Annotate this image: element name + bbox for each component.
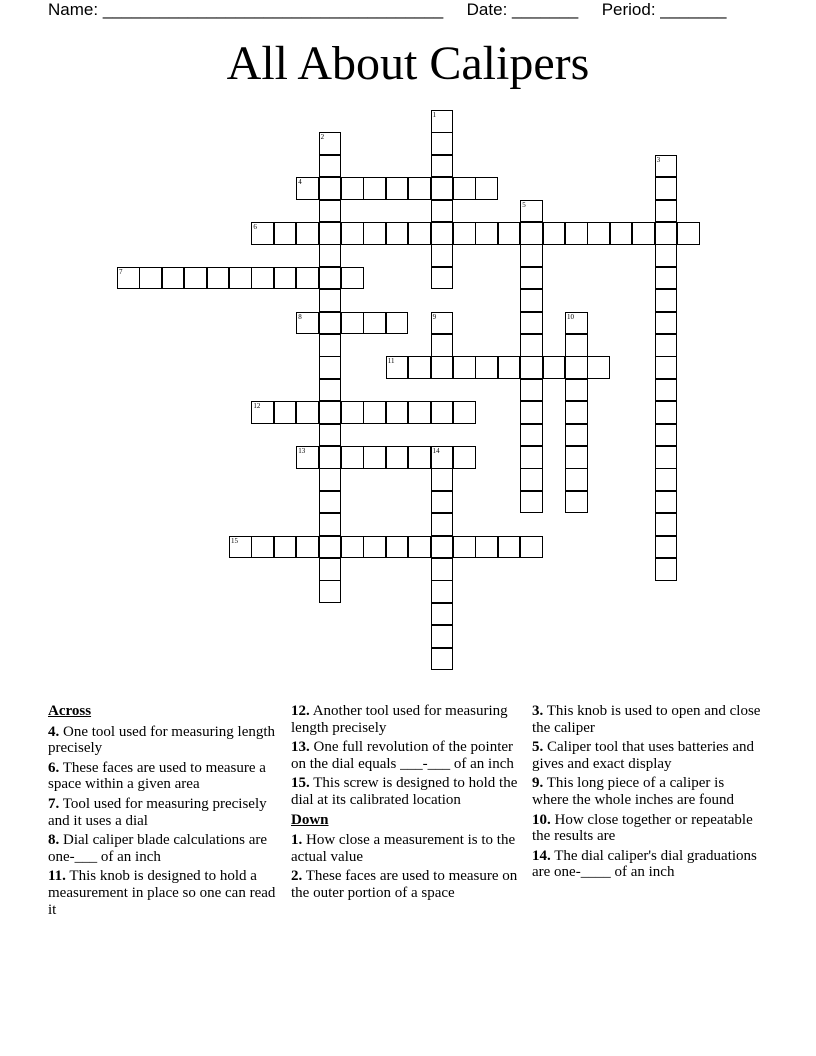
crossword-cell[interactable]: [565, 446, 588, 469]
crossword-cell[interactable]: [655, 312, 678, 335]
crossword-cell[interactable]: [296, 312, 319, 335]
crossword-cell[interactable]: [386, 177, 409, 200]
crossword-cell[interactable]: [319, 222, 342, 245]
crossword-cell[interactable]: [408, 446, 431, 469]
crossword-cell[interactable]: [565, 222, 588, 245]
clue-across-15: 15. This screw is designed to hold the dial at its calibrated location: [291, 775, 518, 808]
crossword-cell[interactable]: [319, 132, 342, 155]
crossword-cell[interactable]: [386, 312, 409, 335]
crossword-cell[interactable]: [431, 132, 454, 155]
crossword-cell[interactable]: [274, 536, 297, 559]
crossword-cell[interactable]: [408, 222, 431, 245]
crossword-cell[interactable]: [386, 536, 409, 559]
crossword-cell[interactable]: [341, 401, 364, 424]
clue-across-7: 7. Tool used for measuring precisely and it uses a dial: [48, 795, 267, 829]
crossword-cell[interactable]: [319, 468, 342, 491]
crossword-cell[interactable]: [319, 267, 342, 290]
crossword-cell[interactable]: [341, 222, 364, 245]
crossword-cell[interactable]: [655, 424, 678, 447]
crossword-cell[interactable]: [655, 401, 678, 424]
crossword-cell[interactable]: [386, 356, 409, 379]
clue-number: 9: [432, 312, 437, 321]
date-line[interactable]: _______: [512, 0, 579, 19]
crossword-cell[interactable]: [498, 536, 521, 559]
crossword-cell[interactable]: [565, 334, 588, 357]
crossword-cell[interactable]: [543, 356, 566, 379]
crossword-cell[interactable]: [475, 536, 498, 559]
crossword-cell[interactable]: [319, 491, 342, 514]
crossword-cell[interactable]: [520, 491, 543, 514]
crossword-cell[interactable]: [453, 177, 476, 200]
crossword-cell[interactable]: [386, 401, 409, 424]
crossword-cell[interactable]: [520, 468, 543, 491]
clue-number: 2: [320, 133, 325, 142]
crossword-cell[interactable]: [632, 222, 655, 245]
clue-number: 11: [387, 357, 395, 366]
clue-across-13: 13. One full revolution of the pointer on the dial equals ___-___ of an inch: [291, 739, 514, 772]
crossword-cell[interactable]: [453, 222, 476, 245]
crossword-cell[interactable]: [431, 312, 454, 335]
crossword-cell[interactable]: [319, 401, 342, 424]
clue-number: 15: [231, 536, 238, 545]
crossword-cell[interactable]: [565, 401, 588, 424]
crossword-cell[interactable]: [431, 625, 454, 648]
across-heading: Across: [48, 703, 92, 719]
crossword-cell[interactable]: [431, 536, 454, 559]
crossword-cell[interactable]: [431, 446, 454, 469]
crossword-cell[interactable]: [296, 177, 319, 200]
crossword-cell[interactable]: [296, 446, 319, 469]
clue-number: 7: [119, 267, 123, 276]
crossword-cell[interactable]: [587, 356, 610, 379]
crossword-cell[interactable]: [431, 513, 454, 536]
crossword-cell[interactable]: [655, 155, 678, 178]
crossword-cell[interactable]: [475, 177, 498, 200]
crossword-cell[interactable]: [296, 401, 319, 424]
clues-column-2: [291, 703, 523, 905]
crossword-cell[interactable]: [453, 536, 476, 559]
crossword-cell[interactable]: [319, 177, 342, 200]
crossword-cell[interactable]: [274, 401, 297, 424]
crossword-cell[interactable]: [386, 446, 409, 469]
crossword-cell[interactable]: [363, 222, 386, 245]
crossword-cell[interactable]: [498, 356, 521, 379]
crossword-cell[interactable]: [520, 424, 543, 447]
clue-number: 4: [298, 178, 302, 187]
crossword-cell[interactable]: [431, 356, 454, 379]
crossword-cell[interactable]: [274, 267, 297, 290]
crossword-cell[interactable]: [319, 155, 342, 178]
crossword-cell[interactable]: [565, 424, 588, 447]
crossword-cell[interactable]: [655, 200, 678, 223]
crossword-cell[interactable]: [655, 267, 678, 290]
clue-number: 8: [298, 312, 302, 321]
crossword-cell[interactable]: [655, 334, 678, 357]
crossword-cell[interactable]: [386, 222, 409, 245]
crossword-cell[interactable]: [319, 424, 342, 447]
page-title: All About Calipers: [226, 37, 590, 90]
clue-number: 14: [432, 447, 440, 455]
period-line[interactable]: _______: [660, 0, 727, 19]
date-label: Date:: [466, 0, 508, 19]
crossword-cell[interactable]: [319, 513, 342, 536]
clue-down-9: 9. This long piece of a caliper is where the whole inches are found: [532, 775, 735, 808]
crossword-cell[interactable]: [655, 446, 678, 469]
clue-across-11: 11. This knob is designed to hold a measurement in place so one can read it: [48, 868, 276, 918]
crossword-cell[interactable]: [520, 222, 543, 245]
crossword-cell[interactable]: [565, 491, 588, 514]
crossword-cell[interactable]: [341, 177, 364, 200]
crossword-cell[interactable]: [520, 244, 543, 267]
crossword-cell[interactable]: [341, 267, 364, 290]
crossword-cell[interactable]: [319, 334, 342, 357]
crossword-cell[interactable]: [207, 267, 230, 290]
crossword-cell[interactable]: [475, 222, 498, 245]
crossword-cell[interactable]: [363, 312, 386, 335]
crossword-cell[interactable]: [655, 356, 678, 379]
crossword-cell[interactable]: [431, 155, 454, 178]
crossword-cell[interactable]: [520, 446, 543, 469]
crossword-cell[interactable]: [251, 267, 274, 290]
crossword-cell[interactable]: [431, 200, 454, 223]
crossword-cell[interactable]: [319, 379, 342, 402]
crossword-cell[interactable]: [453, 356, 476, 379]
crossword-cell[interactable]: [610, 222, 633, 245]
crossword-cell[interactable]: [431, 401, 454, 424]
clue-across-8: 8. Dial caliper blade calculations are one-___ of an inch: [48, 832, 268, 865]
crossword-cell[interactable]: [408, 536, 431, 559]
crossword-cell[interactable]: [431, 334, 454, 357]
crossword-cell[interactable]: [520, 312, 543, 335]
crossword-cell[interactable]: [655, 491, 678, 514]
crossword-cell[interactable]: [520, 356, 543, 379]
crossword-cell[interactable]: [431, 603, 454, 626]
clues-column-1: [48, 703, 280, 921]
crossword-cell[interactable]: [319, 200, 342, 223]
crossword-cell[interactable]: [655, 222, 678, 245]
crossword-cell[interactable]: [184, 267, 207, 290]
clue-across-4: 4. One tool used for measuring length precisely: [48, 723, 276, 757]
period-label: Period:: [601, 0, 656, 19]
crossword-cell[interactable]: [431, 648, 454, 671]
clue-down-10: 10. How close together or repeatable the results are: [532, 811, 753, 845]
crossword-cell[interactable]: [520, 200, 543, 223]
clue-down-3: 3. This knob is used to open and close the caliper: [532, 703, 761, 736]
crossword-cell[interactable]: [363, 536, 386, 559]
crossword-cell[interactable]: [229, 536, 252, 559]
crossword-cell[interactable]: [655, 536, 678, 559]
crossword-cell[interactable]: [431, 558, 454, 581]
crossword-cell[interactable]: [408, 177, 431, 200]
clue-number: 1: [432, 111, 437, 119]
crossword-cell[interactable]: [565, 379, 588, 402]
crossword-cell[interactable]: [319, 312, 342, 335]
crossword-cell[interactable]: [408, 356, 431, 379]
crossword-cell[interactable]: [363, 177, 386, 200]
crossword-cell[interactable]: [655, 558, 678, 581]
crossword-cell[interactable]: [341, 446, 364, 469]
crossword-cell[interactable]: [565, 468, 588, 491]
crossword-cell[interactable]: [655, 379, 678, 402]
clue-down-5: 5. Caliper tool that uses batteries and gives and exact display: [532, 739, 755, 772]
crossword-cell[interactable]: [431, 177, 454, 200]
clue-number: 6: [253, 223, 257, 231]
clues-column-3: [532, 703, 764, 884]
crossword-cell[interactable]: [341, 536, 364, 559]
crossword-cell[interactable]: [319, 244, 342, 267]
crossword-cell[interactable]: [431, 468, 454, 491]
crossword-cell[interactable]: [274, 222, 297, 245]
clue-number: 13: [298, 447, 306, 455]
clue-down-14: 14. The dial caliper's dial graduations are one-____ of an inch: [532, 847, 757, 881]
crossword-cell[interactable]: [677, 222, 700, 245]
crossword-cell[interactable]: [229, 267, 252, 290]
crossword-cell[interactable]: [162, 267, 185, 290]
crossword-cell[interactable]: [453, 401, 476, 424]
crossword-cell[interactable]: [251, 401, 274, 424]
crossword-cell[interactable]: [431, 580, 454, 603]
name-label: Name:: [48, 0, 99, 19]
crossword-cell[interactable]: [431, 244, 454, 267]
crossword-cell[interactable]: [363, 401, 386, 424]
crossword-cell[interactable]: [296, 536, 319, 559]
clue-number: 12: [253, 402, 261, 411]
crossword-cell[interactable]: [520, 379, 543, 402]
clue-number: 5: [522, 200, 526, 209]
name-line[interactable]: ____________________________________: [102, 0, 444, 19]
clue-down-2: 2. These faces are used to measure on the outer portion of a space: [291, 868, 518, 901]
crossword-cell[interactable]: [139, 267, 162, 290]
clue-down-1: 1. How close a measurement is to the actual value: [291, 832, 516, 865]
crossword-cell[interactable]: [520, 536, 543, 559]
crossword-cell[interactable]: [296, 267, 319, 290]
crossword-cell[interactable]: [655, 513, 678, 536]
crossword-cell[interactable]: [565, 356, 588, 379]
crossword-cell[interactable]: [296, 222, 319, 245]
crossword-cell[interactable]: [520, 267, 543, 290]
crossword-cell[interactable]: [117, 267, 140, 290]
crossword-cell[interactable]: [319, 356, 342, 379]
crossword-cell[interactable]: [543, 222, 566, 245]
clue-across-12: 12. Another tool used for measuring length precisely: [291, 703, 508, 736]
crossword-cell[interactable]: [520, 289, 543, 312]
crossword-cell[interactable]: [319, 558, 342, 581]
crossword-cell[interactable]: [655, 177, 678, 200]
crossword-cell[interactable]: [655, 289, 678, 312]
crossword-cell[interactable]: [319, 580, 342, 603]
crossword-cell[interactable]: [251, 536, 274, 559]
clue-number: 10: [567, 312, 574, 321]
crossword-cell[interactable]: [431, 267, 454, 290]
crossword-cell[interactable]: [341, 312, 364, 335]
crossword-cell[interactable]: [251, 222, 274, 245]
crossword-cell[interactable]: [319, 536, 342, 559]
crossword-cell[interactable]: [520, 401, 543, 424]
crossword-cell[interactable]: [431, 222, 454, 245]
crossword-cell[interactable]: [520, 334, 543, 357]
clue-across-6: 6. These faces are used to measure a space within a given area: [48, 759, 266, 793]
crossword-cell[interactable]: [587, 222, 610, 245]
clue-number: 3: [656, 155, 661, 164]
crossword-cell[interactable]: [363, 446, 386, 469]
crossword-cell[interactable]: [319, 446, 342, 469]
down-heading: Down: [291, 811, 329, 828]
crossword-cell[interactable]: [498, 222, 521, 245]
crossword-cell[interactable]: [655, 468, 678, 491]
crossword-cell[interactable]: [475, 356, 498, 379]
crossword-cell[interactable]: [431, 491, 454, 514]
crossword-cell[interactable]: [453, 446, 476, 469]
crossword-cell[interactable]: [655, 244, 678, 267]
crossword-cell[interactable]: [431, 110, 454, 133]
crossword-cell[interactable]: [565, 312, 588, 335]
crossword-cell[interactable]: [408, 401, 431, 424]
crossword-cell[interactable]: [319, 289, 342, 312]
